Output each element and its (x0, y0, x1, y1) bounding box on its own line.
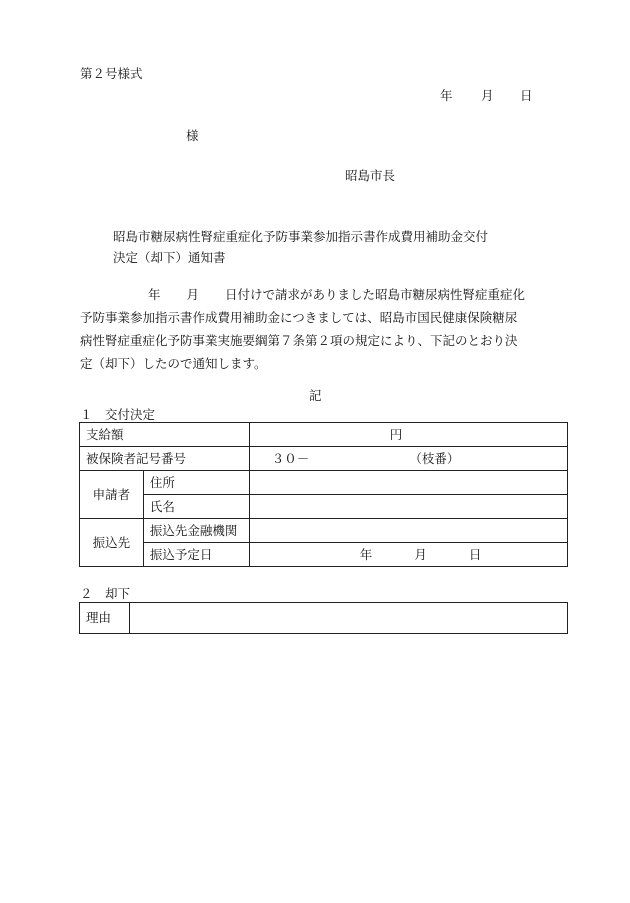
sender-name: 昭島市長 (345, 168, 396, 183)
reason-label: 理由 (80, 603, 130, 634)
insured-number-cell (249, 447, 567, 471)
insured-branch: （枝番） (409, 450, 460, 466)
table-row (80, 423, 568, 447)
table-row (80, 543, 568, 567)
form-number: 第２号様式 (80, 66, 143, 81)
transfer-date-month: 月 (414, 546, 427, 562)
bank-label: 振込先金融機関 (143, 519, 249, 543)
bank-value (249, 519, 567, 543)
grant-decision-table (79, 422, 568, 567)
name-value (249, 495, 567, 519)
ki-heading: 記 (309, 388, 322, 403)
rejection-table (79, 602, 568, 634)
name-label: 氏名 (143, 495, 249, 519)
body-month-label: 月 (186, 287, 200, 302)
address-label: 住所 (143, 471, 249, 495)
transfer-date-label: 振込予定日 (143, 543, 249, 567)
section2-heading: ２ 却下 (80, 586, 131, 601)
document-title-line1: 昭島市糖尿病性腎症重症化予防事業参加指示書作成費用補助金交付 (113, 229, 489, 244)
date-day-label: 日 (520, 88, 533, 103)
table-row (80, 495, 568, 519)
table-row (80, 471, 568, 495)
insured-prefix: ３０－ (271, 450, 310, 466)
body-line-3: 病性腎症重症化予防事業実施要綱第７条第２項の規定により、下記のとおり決 (80, 333, 518, 348)
transfer-date-day: 日 (468, 546, 482, 562)
reason-value (129, 603, 567, 634)
body-paragraph (80, 283, 565, 375)
body-line-4: 定（却下）したので通知します。 (80, 356, 267, 371)
table-row (80, 519, 568, 543)
amount-unit: 円 (389, 426, 403, 442)
amount-label: 支給額 (80, 423, 250, 447)
date-year-label: 年 (440, 88, 453, 103)
transfer-date-cell (249, 543, 567, 567)
applicant-label: 申請者 (80, 471, 144, 519)
date-month-label: 月 (481, 88, 494, 103)
body-line-1 (80, 283, 565, 306)
body-day-text: 日付けで請求がありました昭島市糖尿病性腎症重症化 (225, 287, 526, 302)
section1-heading: １ 交付決定 (80, 407, 156, 422)
addressee-honorific: 様 (186, 128, 199, 143)
amount-value-cell (249, 423, 567, 447)
body-year-label: 年 (148, 287, 161, 302)
document-title-line2: 決定（却下）通知書 (113, 250, 226, 265)
insured-number-label: 被保険者記号番号 (80, 447, 250, 471)
table-row (80, 447, 568, 471)
table-row (80, 603, 568, 634)
transfer-label: 振込先 (80, 519, 144, 567)
body-line-2: 予防事業参加指示書作成費用補助金につきましては、昭島市国民健康保険糖尿 (80, 310, 518, 325)
address-value (249, 471, 567, 495)
transfer-date-year: 年 (359, 546, 373, 562)
